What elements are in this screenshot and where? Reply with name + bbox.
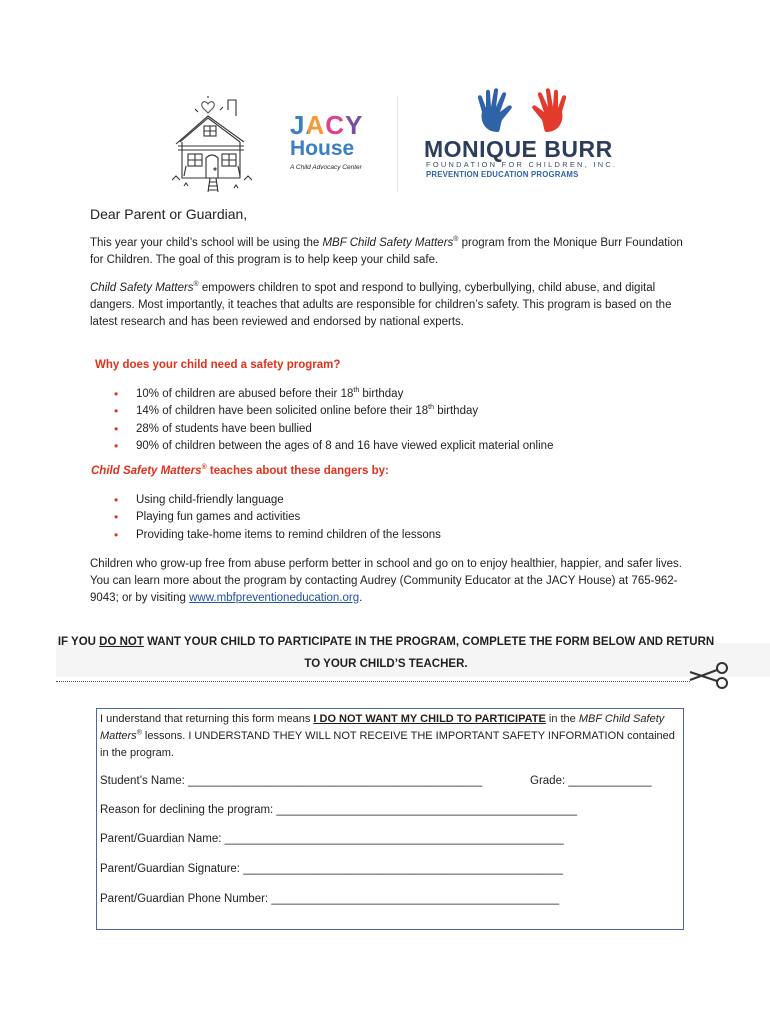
- program-description-paragraph: [90, 280, 690, 331]
- list-item: [114, 386, 553, 403]
- list-item: [114, 421, 553, 438]
- stat-text: 10% of children are abused before their 18: [136, 388, 354, 400]
- opt-out-notice: [56, 631, 716, 675]
- registered-mark: ®: [193, 281, 199, 289]
- mbf-logo-name: MONIQUE BURR: [424, 136, 613, 162]
- methods-list: [114, 492, 441, 544]
- intro-paragraph: [90, 235, 690, 269]
- stat-text: 90% of children between the ages of 8 and 16 have viewed explicit material online: [136, 439, 554, 452]
- jacy-house-logo: [290, 112, 386, 178]
- program-website-link[interactable]: www.mbfpreventioneducation.org: [189, 592, 360, 604]
- cut-line: [56, 681, 690, 682]
- scissors-icon: [686, 660, 730, 690]
- form-statement-end: lessons. I UNDERSTAND THEY WILL NOT RECEIVE THE IMPORTANT SAFETY INFORMATION contained in the program.: [100, 730, 675, 759]
- why-safety-heading: Why does your child need a safety program?: [95, 359, 341, 371]
- teaches-heading: [91, 465, 389, 477]
- form-program-name: MBF Child Safety Matters: [100, 713, 665, 742]
- ordinal-suffix: th: [428, 404, 435, 412]
- contact-paragraph: [90, 556, 690, 607]
- jacy-logo-tagline: A Child Advocacy Center: [290, 164, 362, 171]
- mbf-logo-foundation: FOUNDATION FOR CHILDREN, INC.: [426, 160, 618, 169]
- program-description-text: empowers children to spot and respond to bullying, cyberbullying, child abuse, and digital dangers. Most importantly, it teaches that adults are responsible for children’s safety. This program is based on the latest research and has been reviewed and endorsed by national experts.: [90, 282, 672, 328]
- contact-period: .: [359, 592, 363, 604]
- guardian-phone-field[interactable]: Parent/Guardian Phone Number: _____________________________________________: [100, 893, 560, 905]
- list-item: [114, 403, 553, 420]
- intro-text-end: program from the Monique Burr Foundation for Children. The goal of this program is to help keep your child safe.: [90, 237, 683, 266]
- stat-text-end: birthday: [434, 405, 479, 418]
- stat-text-end: birthday: [359, 388, 404, 400]
- list-item: • Providing take-home items to remind children of the lessons: [114, 527, 441, 544]
- form-statement-start: I understand that returning this form means: [100, 713, 314, 725]
- notice-text-start: IF YOU: [57, 636, 100, 648]
- stat-text: 28% of students have been bullied: [136, 422, 312, 435]
- form-statement: [100, 711, 680, 762]
- statistics-list: [114, 386, 553, 455]
- handprints-icon: [460, 88, 580, 134]
- stat-text: 14% of children have been solicited online before their 18: [136, 405, 429, 418]
- greeting: Dear Parent or Guardian,: [90, 206, 248, 222]
- list-item: • Using child-friendly language: [114, 492, 441, 509]
- jacy-logo-house: House: [290, 137, 355, 160]
- notice-do-not: DO NOT: [99, 636, 144, 648]
- jacy-letters: JACY: [290, 110, 364, 140]
- list-item: [114, 438, 553, 455]
- contact-text: Children who grow-up free from abuse perform better in school and go on to enjoy healthier, happier, and safer lives. You can learn more about the program by contacting Audrey (Community Educator at the JACY House) at 765-962-9043; or by visiting: [90, 558, 682, 604]
- mbf-logo-program: PREVENTION EDUCATION PROGRAMS: [426, 170, 579, 179]
- student-name-field[interactable]: Student’s Name: ______________________________________________: [100, 775, 483, 787]
- jacy-logo-title: [290, 112, 386, 138]
- registered-mark: ®: [453, 236, 459, 244]
- guardian-name-field[interactable]: Parent/Guardian Name: _____________________________________________________: [100, 833, 564, 845]
- list-item: • Playing fun games and activities: [114, 509, 441, 526]
- form-statement-emphasis: I DO NOT WANT MY CHILD TO PARTICIPATE: [313, 713, 546, 725]
- program-name: Child Safety Matters: [90, 282, 194, 294]
- grade-field[interactable]: Grade: _____________: [530, 775, 652, 787]
- guardian-signature-field[interactable]: Parent/Guardian Signature: __________________________________________________: [100, 863, 563, 875]
- decline-reason-field[interactable]: Reason for declining the program: _______________________________________________: [100, 804, 578, 816]
- ordinal-suffix: th: [353, 387, 360, 395]
- monique-burr-foundation-logo: [418, 88, 618, 188]
- intro-text-start: This year your child’s school will be using the: [90, 237, 323, 249]
- registered-mark: ®: [136, 729, 142, 737]
- logo-divider: [397, 96, 398, 192]
- house-drawing-logo: [170, 96, 270, 192]
- heading-program-name: Child Safety Matters: [91, 465, 202, 477]
- intro-program-name: MBF Child Safety Matters: [322, 237, 454, 249]
- notice-text-end: WANT YOUR CHILD TO PARTICIPATE IN THE PROGRAM, COMPLETE THE FORM BELOW AND RETURN TO YOUR CHILD’S TEACHER.: [143, 636, 715, 670]
- form-statement-mid: in the: [545, 713, 579, 725]
- heading-text: teaches about these dangers by:: [206, 465, 389, 477]
- registered-mark: ®: [201, 464, 207, 472]
